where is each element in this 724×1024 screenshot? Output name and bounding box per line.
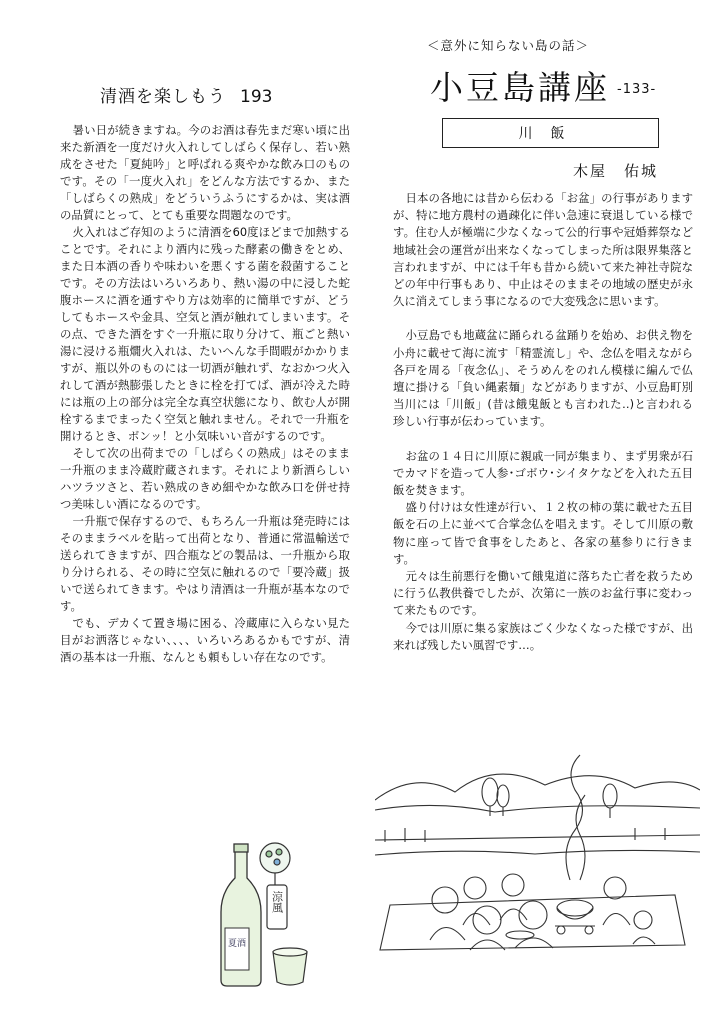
topic-box [442, 118, 659, 148]
series-label: ＜意外に知らない島の話＞ [427, 38, 590, 53]
left-paragraph: 一升瓶で保存するので、もちろん一升瓶は発売時にはそのままラベルを貼って出荷となり、普通に常温輸送で送られてきますが、四合瓶などの製品は、一升瓶から取り分けられる、その時に空気に触れるので「要冷蔵」扱いで送られてきます。やはり清酒は一升瓶が基本なのです。 [60, 514, 350, 613]
riverside-picnic-icon [375, 730, 700, 955]
left-article-title [100, 82, 272, 107]
right-paragraph: 今では川原に集る家族はごく少なくなった様ですが、出来れば残したい風習です…。 [393, 620, 693, 652]
right-paragraph: 盛り付けは女性達が行い、１２枚の柿の葉に載せた五目飯を石の上に並べて合掌念仏を唱えます。そして川原の敷物に座って皆で食事をしたあと、各家の墓参りに行きます。 [393, 500, 693, 566]
right-article-body [393, 190, 693, 654]
fan-label: 涼風 [270, 891, 284, 913]
left-title-text: 清酒を楽しもう [100, 87, 226, 107]
right-paragraph: 日本の各地には昔から伝わる「お盆」の行事がありますが、特に地方農村の過疎化に伴い急速に衰退している様です。住む人が極端に少なくなって公的行事や冠婚葬祭など地域社会の運営が出来なくなってしまった所は限界集落と言われますが、中には千年も昔から続いて来た神社寺院などの年中行事もあり、中止はそのままその地域の歴史が永久に消えてしまう事になるので大変残念に思います。 [393, 191, 693, 309]
right-paragraph: 元々は生前悪行を働いて餓鬼道に落ちた亡者を救うために行う仏教供養でしたが、次第に一族のお盆行事に変わって来たものです。 [393, 569, 693, 618]
right-paragraph: 小豆島でも地蔵盆に踊られる盆踊りを始め、お供え物を小舟に載せて海に流す「精霊流し」や、念仏を唱えながら各戸を周る「夜念仏」、そうめんをのれん模様に編んで仏壇に掛ける「負い縄素麺」などがありますが、小豆島町別当川には「川飯」(昔は餓鬼飯とも言われた‥)と言われる珍しい行事が伝わっています。 [393, 328, 693, 429]
sake-bottle-icon [207, 840, 317, 990]
author-name: 木屋 佑城 [573, 162, 659, 180]
right-paragraph: お盆の１４日に川原に親戚一同が集まり、まず男衆が石でカマドを造って人参･ゴボウ･シイタケなどを入れた五目飯を焚きます。 [393, 448, 693, 498]
topic-title: 川飯 [518, 126, 583, 142]
bottle-label: 夏酒 [227, 939, 247, 949]
left-title-number: 193 [240, 87, 273, 107]
left-paragraph: そして次の出荷までの「しばらくの熟成」はそのまま一升瓶のまま冷蔵貯蔵されます。それにより新酒らしいハツラツさと、若い熟成のきめ細やかな飲み口を併せ持つ美味しい酒になるのです。 [60, 446, 350, 511]
series-number: -133- [617, 82, 657, 97]
left-paragraph: 火入れはご存知のように清酒を60度ほどまで加熱することです。それにより酒内に残った酵素の働きをとめ、また日本酒の香りや味わいを悪くする菌を殺菌することです。その方法はいろいろあり、熱い湯の中に浸した蛇腹ホースに酒を通すやり方は効率的に簡単ですが、どうしてもホースや金具、空気と酒が触れてしまいます。その点、できた酒をすぐ一升瓶に取り分けて、瓶ごと熱い湯に浸ける瓶燗火入れは、たいへんな手間暇がかかりますが、瓶以外のものには一切酒が触れず、なおかつ火入れして酒が熱膨張したときに栓を打てば、酒が冷えた時には瓶の上の部分は完全な真空状態になり、飲む人が開栓するまでまったく空気と触れません。それで一升瓶を開けるとき、ボンッ！と小気味いい音がするのです。 [60, 225, 350, 443]
left-paragraph: 暑い日が続きますね。今のお酒は春先まだ寒い頃に出来た新酒を一度だけ火入れしてしばらく保存し、若い熟成をさせた「夏純吟」と呼ばれる爽やかな飲み口のものです。その「一度火入れ」をどんな方法でするか、また「しばらくの熟成」をどういうふうにするかは、実は酒の品質にとって、とても重要な問題なのです。 [60, 123, 350, 222]
left-paragraph: でも、デカくて置き場に困る、冷蔵庫に入らない見た目がお洒落じゃない、、、、いろいろあるかもですが、清酒の基本は一升瓶、なんとも頼もしい存在なのです。 [60, 616, 350, 664]
left-article-body [60, 122, 350, 666]
series-title: 小豆島講座 [430, 68, 610, 107]
